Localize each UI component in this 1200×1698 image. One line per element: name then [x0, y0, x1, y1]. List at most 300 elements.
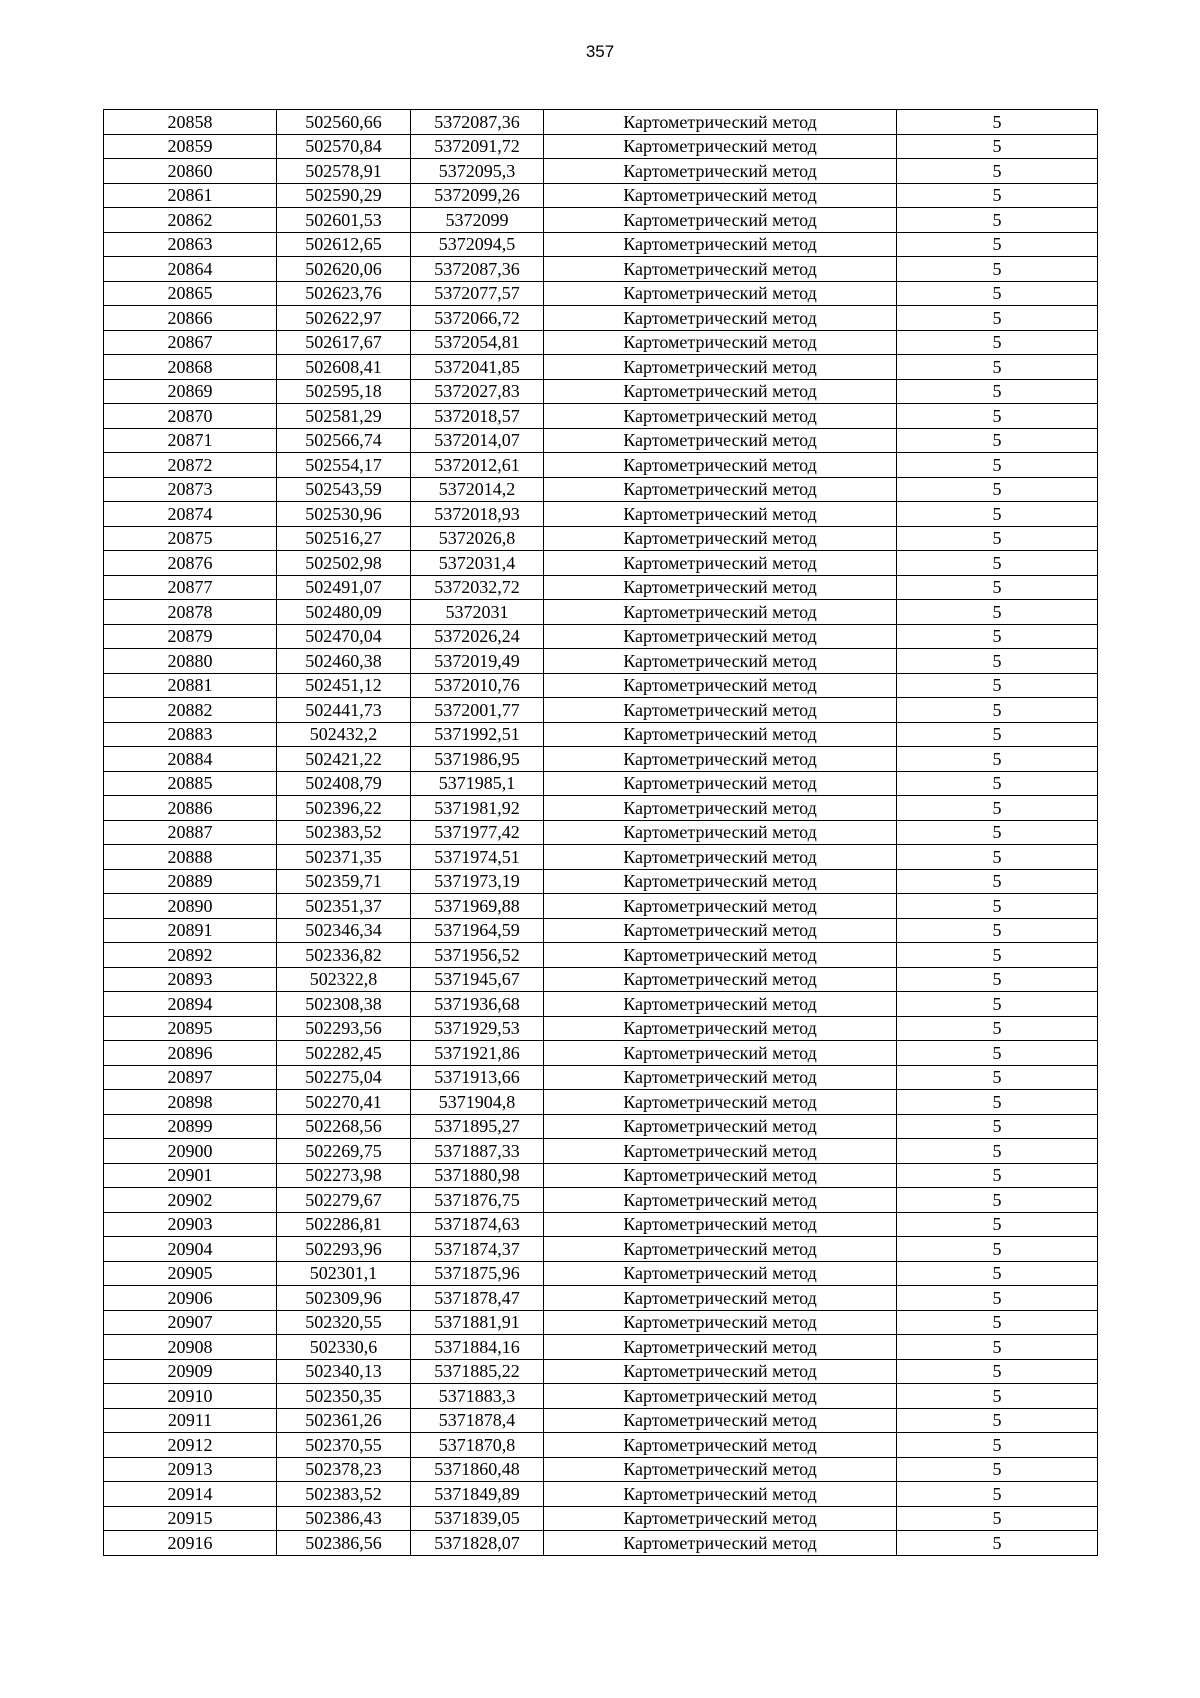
y-coordinate-cell: 5371929,53: [411, 1016, 544, 1041]
accuracy-cell: 5: [897, 673, 1098, 698]
method-cell: Картометрический метод: [544, 355, 897, 380]
accuracy-cell: 5: [897, 1286, 1098, 1311]
table-row: [104, 771, 1098, 796]
x-coordinate-cell: 502279,67: [277, 1188, 411, 1213]
x-coordinate-cell: 502581,29: [277, 404, 411, 429]
x-coordinate-cell: 502293,56: [277, 1016, 411, 1041]
point-number-cell: 20914: [104, 1482, 277, 1507]
table-row: [104, 1335, 1098, 1360]
accuracy-cell: 5: [897, 1188, 1098, 1213]
accuracy-cell: 5: [897, 1482, 1098, 1507]
method-cell: Картометрический метод: [544, 183, 897, 208]
y-coordinate-cell: 5372032,72: [411, 575, 544, 600]
method-cell: Картометрический метод: [544, 428, 897, 453]
accuracy-cell: 5: [897, 404, 1098, 429]
point-number-cell: 20897: [104, 1065, 277, 1090]
y-coordinate-cell: 5371964,59: [411, 918, 544, 943]
x-coordinate-cell: 502595,18: [277, 379, 411, 404]
method-cell: Картометрический метод: [544, 379, 897, 404]
table-row: [104, 1188, 1098, 1213]
method-cell: Картометрический метод: [544, 673, 897, 698]
accuracy-cell: 5: [897, 551, 1098, 576]
method-cell: Картометрический метод: [544, 1310, 897, 1335]
table-row: [104, 845, 1098, 870]
method-cell: Картометрический метод: [544, 477, 897, 502]
method-cell: Картометрический метод: [544, 110, 897, 135]
accuracy-cell: 5: [897, 453, 1098, 478]
method-cell: Картометрический метод: [544, 845, 897, 870]
accuracy-cell: 5: [897, 796, 1098, 821]
accuracy-cell: 5: [897, 845, 1098, 870]
method-cell: Картометрический метод: [544, 1041, 897, 1066]
y-coordinate-cell: 5372087,36: [411, 110, 544, 135]
y-coordinate-cell: 5371904,8: [411, 1090, 544, 1115]
point-number-cell: 20895: [104, 1016, 277, 1041]
y-coordinate-cell: 5372077,57: [411, 281, 544, 306]
point-number-cell: 20885: [104, 771, 277, 796]
table-row: [104, 600, 1098, 625]
accuracy-cell: 5: [897, 600, 1098, 625]
point-number-cell: 20879: [104, 624, 277, 649]
accuracy-cell: 5: [897, 1065, 1098, 1090]
point-number-cell: 20891: [104, 918, 277, 943]
y-coordinate-cell: 5372054,81: [411, 330, 544, 355]
y-coordinate-cell: 5371992,51: [411, 722, 544, 747]
accuracy-cell: 5: [897, 1433, 1098, 1458]
table-row: [104, 232, 1098, 257]
y-coordinate-cell: 5371981,92: [411, 796, 544, 821]
y-coordinate-cell: 5371986,95: [411, 747, 544, 772]
x-coordinate-cell: 502608,41: [277, 355, 411, 380]
y-coordinate-cell: 5371974,51: [411, 845, 544, 870]
point-number-cell: 20905: [104, 1261, 277, 1286]
y-coordinate-cell: 5371874,37: [411, 1237, 544, 1262]
y-coordinate-cell: 5371881,91: [411, 1310, 544, 1335]
accuracy-cell: 5: [897, 1408, 1098, 1433]
method-cell: Картометрический метод: [544, 796, 897, 821]
y-coordinate-cell: 5371945,67: [411, 967, 544, 992]
y-coordinate-cell: 5371876,75: [411, 1188, 544, 1213]
point-number-cell: 20883: [104, 722, 277, 747]
accuracy-cell: 5: [897, 1457, 1098, 1482]
point-number-cell: 20858: [104, 110, 277, 135]
table-row: [104, 869, 1098, 894]
table-row: [104, 1261, 1098, 1286]
point-number-cell: 20863: [104, 232, 277, 257]
table-row: [104, 551, 1098, 576]
point-number-cell: 20887: [104, 820, 277, 845]
x-coordinate-cell: 502421,22: [277, 747, 411, 772]
method-cell: Картометрический метод: [544, 453, 897, 478]
accuracy-cell: 5: [897, 1016, 1098, 1041]
y-coordinate-cell: 5371936,68: [411, 992, 544, 1017]
point-number-cell: 20870: [104, 404, 277, 429]
table-row: [104, 1408, 1098, 1433]
point-number-cell: 20898: [104, 1090, 277, 1115]
point-number-cell: 20906: [104, 1286, 277, 1311]
accuracy-cell: 5: [897, 1310, 1098, 1335]
table-row: [104, 796, 1098, 821]
table-row: [104, 1482, 1098, 1507]
method-cell: Картометрический метод: [544, 1188, 897, 1213]
table-row: [104, 183, 1098, 208]
accuracy-cell: 5: [897, 1531, 1098, 1556]
accuracy-cell: 5: [897, 747, 1098, 772]
point-number-cell: 20913: [104, 1457, 277, 1482]
x-coordinate-cell: 502282,45: [277, 1041, 411, 1066]
page-number: 357: [585, 42, 615, 61]
y-coordinate-cell: 5371860,48: [411, 1457, 544, 1482]
accuracy-cell: 5: [897, 967, 1098, 992]
x-coordinate-cell: 502623,76: [277, 281, 411, 306]
y-coordinate-cell: 5371985,1: [411, 771, 544, 796]
x-coordinate-cell: 502601,53: [277, 208, 411, 233]
point-number-cell: 20886: [104, 796, 277, 821]
point-number-cell: 20915: [104, 1506, 277, 1531]
method-cell: Картометрический метод: [544, 1163, 897, 1188]
method-cell: Картометрический метод: [544, 134, 897, 159]
accuracy-cell: 5: [897, 1384, 1098, 1409]
method-cell: Картометрический метод: [544, 649, 897, 674]
y-coordinate-cell: 5372019,49: [411, 649, 544, 674]
point-number-cell: 20904: [104, 1237, 277, 1262]
table-row: [104, 428, 1098, 453]
x-coordinate-cell: 502451,12: [277, 673, 411, 698]
method-cell: Картометрический метод: [544, 330, 897, 355]
accuracy-cell: 5: [897, 1114, 1098, 1139]
x-coordinate-cell: 502346,34: [277, 918, 411, 943]
accuracy-cell: 5: [897, 722, 1098, 747]
table-row: [104, 1090, 1098, 1115]
point-number-cell: 20866: [104, 306, 277, 331]
point-number-cell: 20901: [104, 1163, 277, 1188]
y-coordinate-cell: 5372012,61: [411, 453, 544, 478]
accuracy-cell: 5: [897, 281, 1098, 306]
accuracy-cell: 5: [897, 257, 1098, 282]
point-number-cell: 20860: [104, 159, 277, 184]
y-coordinate-cell: 5372014,07: [411, 428, 544, 453]
accuracy-cell: 5: [897, 943, 1098, 968]
point-number-cell: 20876: [104, 551, 277, 576]
table-row: [104, 1506, 1098, 1531]
y-coordinate-cell: 5372026,24: [411, 624, 544, 649]
accuracy-cell: 5: [897, 526, 1098, 551]
accuracy-cell: 5: [897, 698, 1098, 723]
y-coordinate-cell: 5372066,72: [411, 306, 544, 331]
x-coordinate-cell: 502622,97: [277, 306, 411, 331]
x-coordinate-cell: 502370,55: [277, 1433, 411, 1458]
point-number-cell: 20874: [104, 502, 277, 527]
x-coordinate-cell: 502408,79: [277, 771, 411, 796]
method-cell: Картометрический метод: [544, 1359, 897, 1384]
point-number-cell: 20871: [104, 428, 277, 453]
x-coordinate-cell: 502383,52: [277, 820, 411, 845]
point-number-cell: 20861: [104, 183, 277, 208]
point-number-cell: 20912: [104, 1433, 277, 1458]
coordinates-table-body: [104, 110, 1098, 1556]
y-coordinate-cell: 5371887,33: [411, 1139, 544, 1164]
y-coordinate-cell: 5372027,83: [411, 379, 544, 404]
accuracy-cell: 5: [897, 428, 1098, 453]
table-row: [104, 1212, 1098, 1237]
y-coordinate-cell: 5372001,77: [411, 698, 544, 723]
accuracy-cell: 5: [897, 1139, 1098, 1164]
point-number-cell: 20878: [104, 600, 277, 625]
table-row: [104, 1384, 1098, 1409]
point-number-cell: 20911: [104, 1408, 277, 1433]
y-coordinate-cell: 5371973,19: [411, 869, 544, 894]
table-row: [104, 502, 1098, 527]
method-cell: Картометрический метод: [544, 869, 897, 894]
point-number-cell: 20894: [104, 992, 277, 1017]
x-coordinate-cell: 502502,98: [277, 551, 411, 576]
method-cell: Картометрический метод: [544, 526, 897, 551]
table-row: [104, 967, 1098, 992]
x-coordinate-cell: 502480,09: [277, 600, 411, 625]
x-coordinate-cell: 502322,8: [277, 967, 411, 992]
table-row: [104, 673, 1098, 698]
accuracy-cell: 5: [897, 502, 1098, 527]
coordinates-table: [103, 109, 1098, 1556]
x-coordinate-cell: 502371,35: [277, 845, 411, 870]
point-number-cell: 20910: [104, 1384, 277, 1409]
accuracy-cell: 5: [897, 649, 1098, 674]
method-cell: Картометрический метод: [544, 722, 897, 747]
method-cell: Картометрический метод: [544, 992, 897, 1017]
method-cell: Картометрический метод: [544, 918, 897, 943]
method-cell: Картометрический метод: [544, 747, 897, 772]
y-coordinate-cell: 5372026,8: [411, 526, 544, 551]
x-coordinate-cell: 502336,82: [277, 943, 411, 968]
accuracy-cell: 5: [897, 1163, 1098, 1188]
method-cell: Картометрический метод: [544, 1212, 897, 1237]
table-row: [104, 747, 1098, 772]
table-row: [104, 698, 1098, 723]
x-coordinate-cell: 502386,56: [277, 1531, 411, 1556]
table-row: [104, 306, 1098, 331]
y-coordinate-cell: 5372018,57: [411, 404, 544, 429]
method-cell: Картометрический метод: [544, 1286, 897, 1311]
x-coordinate-cell: 502268,56: [277, 1114, 411, 1139]
method-cell: Картометрический метод: [544, 575, 897, 600]
table-row: [104, 1433, 1098, 1458]
x-coordinate-cell: 502340,13: [277, 1359, 411, 1384]
method-cell: Картометрический метод: [544, 257, 897, 282]
x-coordinate-cell: 502320,55: [277, 1310, 411, 1335]
y-coordinate-cell: 5371875,96: [411, 1261, 544, 1286]
x-coordinate-cell: 502554,17: [277, 453, 411, 478]
y-coordinate-cell: 5372031,4: [411, 551, 544, 576]
accuracy-cell: 5: [897, 355, 1098, 380]
point-number-cell: 20888: [104, 845, 277, 870]
table-row: [104, 134, 1098, 159]
y-coordinate-cell: 5372091,72: [411, 134, 544, 159]
method-cell: Картометрический метод: [544, 1016, 897, 1041]
accuracy-cell: 5: [897, 330, 1098, 355]
accuracy-cell: 5: [897, 477, 1098, 502]
table-row: [104, 281, 1098, 306]
x-coordinate-cell: 502560,66: [277, 110, 411, 135]
point-number-cell: 20903: [104, 1212, 277, 1237]
x-coordinate-cell: 502612,65: [277, 232, 411, 257]
method-cell: Картометрический метод: [544, 159, 897, 184]
method-cell: Картометрический метод: [544, 208, 897, 233]
point-number-cell: 20893: [104, 967, 277, 992]
point-number-cell: 20881: [104, 673, 277, 698]
x-coordinate-cell: 502351,37: [277, 894, 411, 919]
method-cell: Картометрический метод: [544, 1090, 897, 1115]
x-coordinate-cell: 502578,91: [277, 159, 411, 184]
accuracy-cell: 5: [897, 820, 1098, 845]
table-row: [104, 624, 1098, 649]
table-row: [104, 1359, 1098, 1384]
method-cell: Картометрический метод: [544, 967, 897, 992]
method-cell: Картометрический метод: [544, 894, 897, 919]
table-row: [104, 1163, 1098, 1188]
point-number-cell: 20877: [104, 575, 277, 600]
accuracy-cell: 5: [897, 232, 1098, 257]
point-number-cell: 20896: [104, 1041, 277, 1066]
accuracy-cell: 5: [897, 1359, 1098, 1384]
accuracy-cell: 5: [897, 110, 1098, 135]
accuracy-cell: 5: [897, 869, 1098, 894]
y-coordinate-cell: 5371921,86: [411, 1041, 544, 1066]
x-coordinate-cell: 502617,67: [277, 330, 411, 355]
x-coordinate-cell: 502270,41: [277, 1090, 411, 1115]
table-row: [104, 1139, 1098, 1164]
accuracy-cell: 5: [897, 771, 1098, 796]
x-coordinate-cell: 502361,26: [277, 1408, 411, 1433]
y-coordinate-cell: 5371874,63: [411, 1212, 544, 1237]
accuracy-cell: 5: [897, 1506, 1098, 1531]
point-number-cell: 20882: [104, 698, 277, 723]
y-coordinate-cell: 5371839,05: [411, 1506, 544, 1531]
accuracy-cell: 5: [897, 159, 1098, 184]
method-cell: Картометрический метод: [544, 404, 897, 429]
method-cell: Картометрический метод: [544, 624, 897, 649]
y-coordinate-cell: 5372018,93: [411, 502, 544, 527]
method-cell: Картометрический метод: [544, 1457, 897, 1482]
x-coordinate-cell: 502383,52: [277, 1482, 411, 1507]
y-coordinate-cell: 5371880,98: [411, 1163, 544, 1188]
method-cell: Картометрический метод: [544, 820, 897, 845]
accuracy-cell: 5: [897, 992, 1098, 1017]
table-row: [104, 404, 1098, 429]
y-coordinate-cell: 5372010,76: [411, 673, 544, 698]
table-row: [104, 453, 1098, 478]
x-coordinate-cell: 502350,35: [277, 1384, 411, 1409]
x-coordinate-cell: 502309,96: [277, 1286, 411, 1311]
table-row: [104, 943, 1098, 968]
table-row: [104, 1114, 1098, 1139]
point-number-cell: 20859: [104, 134, 277, 159]
x-coordinate-cell: 502286,81: [277, 1212, 411, 1237]
y-coordinate-cell: 5372041,85: [411, 355, 544, 380]
table-row: [104, 257, 1098, 282]
y-coordinate-cell: 5371913,66: [411, 1065, 544, 1090]
method-cell: Картометрический метод: [544, 600, 897, 625]
y-coordinate-cell: 5371885,22: [411, 1359, 544, 1384]
accuracy-cell: 5: [897, 1212, 1098, 1237]
x-coordinate-cell: 502566,74: [277, 428, 411, 453]
method-cell: Картометрический метод: [544, 502, 897, 527]
method-cell: Картометрический метод: [544, 1114, 897, 1139]
table-row: [104, 355, 1098, 380]
y-coordinate-cell: 5371878,4: [411, 1408, 544, 1433]
y-coordinate-cell: 5371883,3: [411, 1384, 544, 1409]
y-coordinate-cell: 5372031: [411, 600, 544, 625]
x-coordinate-cell: 502470,04: [277, 624, 411, 649]
table-row: [104, 1286, 1098, 1311]
x-coordinate-cell: 502590,29: [277, 183, 411, 208]
table-row: [104, 1016, 1098, 1041]
x-coordinate-cell: 502301,1: [277, 1261, 411, 1286]
x-coordinate-cell: 502396,22: [277, 796, 411, 821]
method-cell: Картометрический метод: [544, 1433, 897, 1458]
point-number-cell: 20907: [104, 1310, 277, 1335]
table-row: [104, 1531, 1098, 1556]
method-cell: Картометрический метод: [544, 1506, 897, 1531]
x-coordinate-cell: 502460,38: [277, 649, 411, 674]
accuracy-cell: 5: [897, 208, 1098, 233]
y-coordinate-cell: 5372099: [411, 208, 544, 233]
y-coordinate-cell: 5371884,16: [411, 1335, 544, 1360]
table-row: [104, 1310, 1098, 1335]
method-cell: Картометрический метод: [544, 281, 897, 306]
point-number-cell: 20892: [104, 943, 277, 968]
y-coordinate-cell: 5371977,42: [411, 820, 544, 845]
y-coordinate-cell: 5371849,89: [411, 1482, 544, 1507]
table-row: [104, 330, 1098, 355]
accuracy-cell: 5: [897, 134, 1098, 159]
method-cell: Картометрический метод: [544, 1408, 897, 1433]
method-cell: Картометрический метод: [544, 771, 897, 796]
point-number-cell: 20862: [104, 208, 277, 233]
point-number-cell: 20880: [104, 649, 277, 674]
y-coordinate-cell: 5372094,5: [411, 232, 544, 257]
x-coordinate-cell: 502432,2: [277, 722, 411, 747]
accuracy-cell: 5: [897, 1335, 1098, 1360]
y-coordinate-cell: 5371969,88: [411, 894, 544, 919]
x-coordinate-cell: 502386,43: [277, 1506, 411, 1531]
accuracy-cell: 5: [897, 1090, 1098, 1115]
accuracy-cell: 5: [897, 1261, 1098, 1286]
x-coordinate-cell: 502378,23: [277, 1457, 411, 1482]
accuracy-cell: 5: [897, 624, 1098, 649]
method-cell: Картометрический метод: [544, 943, 897, 968]
method-cell: Картометрический метод: [544, 306, 897, 331]
table-row: [104, 575, 1098, 600]
point-number-cell: 20916: [104, 1531, 277, 1556]
y-coordinate-cell: 5371956,52: [411, 943, 544, 968]
y-coordinate-cell: 5372099,26: [411, 183, 544, 208]
method-cell: Картометрический метод: [544, 232, 897, 257]
point-number-cell: 20902: [104, 1188, 277, 1213]
point-number-cell: 20909: [104, 1359, 277, 1384]
x-coordinate-cell: 502491,07: [277, 575, 411, 600]
method-cell: Картометрический метод: [544, 1139, 897, 1164]
method-cell: Картометрический метод: [544, 1482, 897, 1507]
point-number-cell: 20908: [104, 1335, 277, 1360]
point-number-cell: 20865: [104, 281, 277, 306]
table-row: [104, 159, 1098, 184]
table-row: [104, 820, 1098, 845]
point-number-cell: 20869: [104, 379, 277, 404]
point-number-cell: 20872: [104, 453, 277, 478]
table-row: [104, 526, 1098, 551]
method-cell: Картометрический метод: [544, 1065, 897, 1090]
x-coordinate-cell: 502516,27: [277, 526, 411, 551]
